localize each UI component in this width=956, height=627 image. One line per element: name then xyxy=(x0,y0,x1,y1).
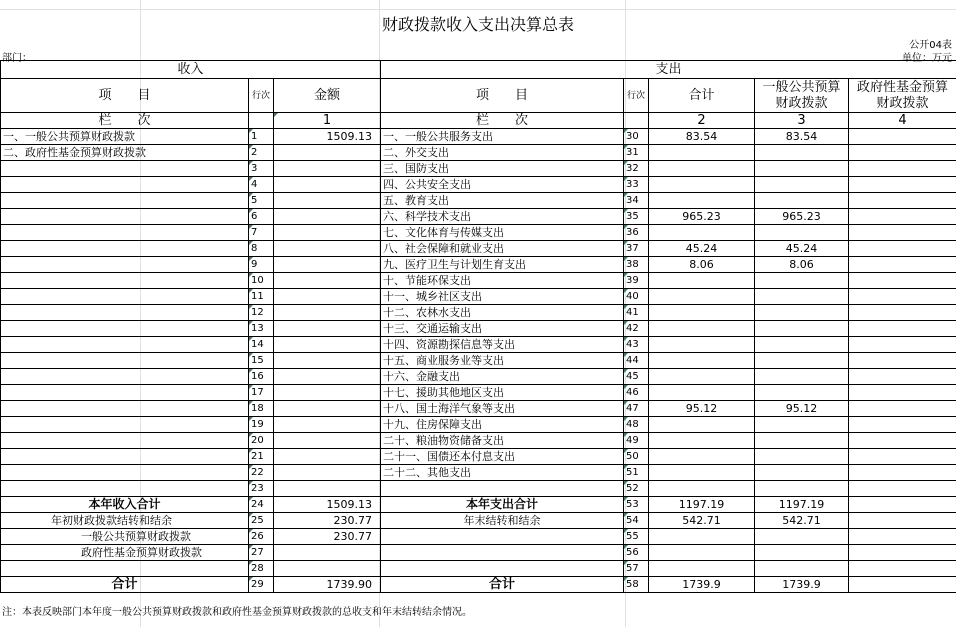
expense-total: 83.54 xyxy=(649,129,755,145)
income-item xyxy=(1,433,249,449)
col-index-2: 2 xyxy=(649,113,755,129)
expense-general xyxy=(755,433,849,449)
expense-total xyxy=(649,465,755,481)
income-item xyxy=(1,417,249,433)
expense-total xyxy=(649,145,755,161)
line-number: 53 xyxy=(624,497,649,513)
line-number: 31 xyxy=(624,145,649,161)
income-amount xyxy=(274,433,381,449)
general-budget-carry-row xyxy=(1,529,956,545)
expense-item: 七、文化体育与传媒支出 xyxy=(381,225,624,241)
income-amount xyxy=(274,289,381,305)
line-number: 24 xyxy=(249,497,274,513)
table-row xyxy=(1,321,956,337)
income-item xyxy=(1,273,249,289)
income-item xyxy=(1,193,249,209)
table-row xyxy=(1,257,956,273)
carryover-in-label: 年初财政拨款结转和结余 xyxy=(1,513,249,529)
income-amount xyxy=(274,353,381,369)
line-number: 13 xyxy=(249,321,274,337)
expense-total xyxy=(649,385,755,401)
income-amount xyxy=(274,449,381,465)
expense-general xyxy=(755,193,849,209)
expense-total xyxy=(649,337,755,353)
expense-general xyxy=(755,273,849,289)
income-amount xyxy=(274,161,381,177)
line-number: 3 xyxy=(249,161,274,177)
gridline xyxy=(0,9,956,10)
table-row xyxy=(1,449,956,465)
line-number: 34 xyxy=(624,193,649,209)
expense-fund xyxy=(849,465,956,481)
line-number: 48 xyxy=(624,417,649,433)
expense-item: 九、医疗卫生与计划生育支出 xyxy=(381,257,624,273)
line-number: 58 xyxy=(624,577,649,593)
gov-fund-header: 政府性基金预算财政拨款 xyxy=(849,79,956,113)
income-amount xyxy=(274,465,381,481)
line-number: 37 xyxy=(624,241,649,257)
expense-item: 十五、商业服务业等支出 xyxy=(381,353,624,369)
income-item xyxy=(1,369,249,385)
expense-fund xyxy=(849,129,956,145)
expense-total xyxy=(649,449,755,465)
carryover-out-label: 年末结转和结余 xyxy=(381,513,624,529)
expense-total xyxy=(649,481,755,497)
grand-total-label-expense: 合计 xyxy=(381,577,624,593)
expense-general xyxy=(755,145,849,161)
expense-fund xyxy=(849,449,956,465)
table-row xyxy=(1,353,956,369)
expense-general xyxy=(755,369,849,385)
expense-general xyxy=(755,177,849,193)
expense-general xyxy=(755,289,849,305)
income-amount xyxy=(274,193,381,209)
line-number: 18 xyxy=(249,401,274,417)
expense-general xyxy=(755,305,849,321)
line-number: 49 xyxy=(624,433,649,449)
expense-total: 965.23 xyxy=(649,209,755,225)
table-row xyxy=(1,193,956,209)
table-row xyxy=(1,337,956,353)
expense-item: 十七、援助其他地区支出 xyxy=(381,385,624,401)
income-item xyxy=(1,481,249,497)
expense-general xyxy=(755,449,849,465)
header-row-2 xyxy=(1,79,956,113)
blank-row xyxy=(1,561,956,577)
line-number: 50 xyxy=(624,449,649,465)
line-number: 41 xyxy=(624,305,649,321)
expense-total xyxy=(649,353,755,369)
grand-total-expense-general: 1739.9 xyxy=(755,577,849,593)
line-number: 29 xyxy=(249,577,274,593)
line-number: 7 xyxy=(249,225,274,241)
expense-general: 965.23 xyxy=(755,209,849,225)
header-row-3 xyxy=(1,113,956,129)
line-number: 43 xyxy=(624,337,649,353)
expense-fund xyxy=(849,161,956,177)
expense-item: 二十、粮油物资储备支出 xyxy=(381,433,624,449)
line-number: 28 xyxy=(249,561,274,577)
expense-fund xyxy=(849,385,956,401)
expense-item: 八、社会保障和就业支出 xyxy=(381,241,624,257)
line-number: 11 xyxy=(249,289,274,305)
line-number: 54 xyxy=(624,513,649,529)
line-number: 2 xyxy=(249,145,274,161)
income-amount xyxy=(274,385,381,401)
expense-total xyxy=(649,177,755,193)
income-header: 收入 xyxy=(1,61,381,79)
expense-item: 三、国防支出 xyxy=(381,161,624,177)
expense-total: 45.24 xyxy=(649,241,755,257)
table-row xyxy=(1,433,956,449)
line-number: 51 xyxy=(624,465,649,481)
line-number: 23 xyxy=(249,481,274,497)
expense-item: 十四、资源勘探信息等支出 xyxy=(381,337,624,353)
line-number: 32 xyxy=(624,161,649,177)
expense-fund xyxy=(849,273,956,289)
expense-general xyxy=(755,385,849,401)
income-item xyxy=(1,321,249,337)
expense-total xyxy=(649,417,755,433)
expense-fund xyxy=(849,145,956,161)
income-amount xyxy=(274,177,381,193)
expense-item: 十、节能环保支出 xyxy=(381,273,624,289)
expense-item: 十二、农林水支出 xyxy=(381,305,624,321)
unit-label: 单位：万元 xyxy=(902,53,952,64)
line-number: 36 xyxy=(624,225,649,241)
expense-general xyxy=(755,465,849,481)
line-number: 21 xyxy=(249,449,274,465)
expense-fund xyxy=(849,241,956,257)
line-number: 27 xyxy=(249,545,274,561)
expense-fund xyxy=(849,225,956,241)
expense-header: 支出 xyxy=(381,61,956,79)
expense-total xyxy=(649,289,755,305)
expense-total xyxy=(649,305,755,321)
expense-fund xyxy=(849,305,956,321)
line-number: 56 xyxy=(624,545,649,561)
line-number: 10 xyxy=(249,273,274,289)
line-number: 46 xyxy=(624,385,649,401)
expense-total xyxy=(649,193,755,209)
line-number: 44 xyxy=(624,353,649,369)
line-number: 15 xyxy=(249,353,274,369)
line-number: 19 xyxy=(249,417,274,433)
carryover-out-general: 542.71 xyxy=(755,513,849,529)
expense-general xyxy=(755,321,849,337)
table-row xyxy=(1,385,956,401)
income-item xyxy=(1,465,249,481)
expense-general: 83.54 xyxy=(755,129,849,145)
budget-table xyxy=(0,60,956,593)
grand-total-expense: 1739.9 xyxy=(649,577,755,593)
line-number: 26 xyxy=(249,529,274,545)
expense-fund xyxy=(849,177,956,193)
expense-total xyxy=(649,225,755,241)
line-number: 4 xyxy=(249,177,274,193)
expense-general xyxy=(755,161,849,177)
line-number: 5 xyxy=(249,193,274,209)
table-row xyxy=(1,273,956,289)
line-number: 8 xyxy=(249,241,274,257)
income-item xyxy=(1,353,249,369)
expense-item: 一、一般公共服务支出 xyxy=(381,129,624,145)
table-row xyxy=(1,465,956,481)
expense-item: 十六、金融支出 xyxy=(381,369,624,385)
grand-total-row xyxy=(1,577,956,593)
income-amount xyxy=(274,417,381,433)
line-number: 1 xyxy=(249,129,274,145)
line-number: 12 xyxy=(249,305,274,321)
expense-fund xyxy=(849,401,956,417)
expense-general xyxy=(755,353,849,369)
line-number: 40 xyxy=(624,289,649,305)
header-row-1 xyxy=(1,61,956,79)
grand-total-label-income: 合计 xyxy=(1,577,249,593)
table-row xyxy=(1,161,956,177)
line-number: 45 xyxy=(624,369,649,385)
income-amount xyxy=(274,257,381,273)
footnote: 注：本表反映部门本年度一般公共预算财政拨款和政府性基金预算财政拨款的总收支和年末结转结余情况。 xyxy=(2,607,472,618)
income-lineno-header: 行次 xyxy=(249,79,274,113)
general-budget-header: 一般公共预算财政拨款 xyxy=(755,79,849,113)
income-item xyxy=(1,449,249,465)
income-total-label: 本年收入合计 xyxy=(1,497,249,513)
expense-total-label: 本年支出合计 xyxy=(381,497,624,513)
total-header: 合计 xyxy=(649,79,755,113)
line-number: 30 xyxy=(624,129,649,145)
income-item: 二、政府性基金预算财政拨款 xyxy=(1,145,249,161)
gov-fund-carry-label: 政府性基金预算财政拨款 xyxy=(1,545,249,561)
income-item-header: 项 目 xyxy=(1,79,249,113)
line-number: 57 xyxy=(624,561,649,577)
income-item xyxy=(1,257,249,273)
grand-total-income: 1739.90 xyxy=(274,577,381,593)
table-row xyxy=(1,209,956,225)
income-amount xyxy=(274,401,381,417)
expense-item xyxy=(381,481,624,497)
expense-fund xyxy=(849,337,956,353)
expense-general: 45.24 xyxy=(755,241,849,257)
carryover-in-amount: 230.77 xyxy=(274,513,381,529)
expense-general xyxy=(755,225,849,241)
expense-item: 十八、国土海洋气象等支出 xyxy=(381,401,624,417)
expense-item: 四、公共安全支出 xyxy=(381,177,624,193)
expense-total xyxy=(649,273,755,289)
expense-total: 95.12 xyxy=(649,401,755,417)
income-item xyxy=(1,241,249,257)
line-number: 17 xyxy=(249,385,274,401)
gov-fund-carry-row xyxy=(1,545,956,561)
line-number: 35 xyxy=(624,209,649,225)
expense-general xyxy=(755,337,849,353)
form-code: 公开04表 xyxy=(909,40,952,51)
income-item xyxy=(1,177,249,193)
column-label: 栏 次 xyxy=(381,113,624,129)
carryover-out-total: 542.71 xyxy=(649,513,755,529)
table-row xyxy=(1,305,956,321)
general-budget-carry-amount: 230.77 xyxy=(274,529,381,545)
expense-fund xyxy=(849,321,956,337)
amount-header: 金额 xyxy=(274,79,381,113)
expense-total xyxy=(649,321,755,337)
income-expense-total-row xyxy=(1,497,956,513)
col-index-1: 1 xyxy=(274,113,381,129)
line-number: 22 xyxy=(249,465,274,481)
table-row xyxy=(1,129,956,145)
expense-fund xyxy=(849,433,956,449)
income-amount xyxy=(274,145,381,161)
expense-lineno-header: 行次 xyxy=(624,79,649,113)
table-row xyxy=(1,225,956,241)
expense-fund xyxy=(849,353,956,369)
expense-item: 十一、城乡社区支出 xyxy=(381,289,624,305)
expense-total: 1197.19 xyxy=(649,497,755,513)
table-row xyxy=(1,145,956,161)
expense-item: 十九、住房保障支出 xyxy=(381,417,624,433)
expense-fund xyxy=(849,193,956,209)
expense-item: 六、科学技术支出 xyxy=(381,209,624,225)
table-row xyxy=(1,241,956,257)
expense-total: 8.06 xyxy=(649,257,755,273)
expense-fund xyxy=(849,289,956,305)
table-row xyxy=(1,401,956,417)
expense-general: 95.12 xyxy=(755,401,849,417)
expense-item: 二十二、其他支出 xyxy=(381,465,624,481)
expense-item: 二十一、国债还本付息支出 xyxy=(381,449,624,465)
expense-total-general: 1197.19 xyxy=(755,497,849,513)
col-index-3: 3 xyxy=(755,113,849,129)
table-row xyxy=(1,369,956,385)
table-row xyxy=(1,417,956,433)
line-number: 9 xyxy=(249,257,274,273)
expense-fund xyxy=(849,369,956,385)
income-item xyxy=(1,289,249,305)
general-budget-carry-label: 一般公共预算财政拨款 xyxy=(1,529,249,545)
col-index-4: 4 xyxy=(849,113,956,129)
income-item xyxy=(1,385,249,401)
income-amount xyxy=(274,225,381,241)
page-title: 财政拨款收入支出决算总表 xyxy=(381,15,574,34)
income-item: 一、一般公共预算财政拨款 xyxy=(1,129,249,145)
line-number: 38 xyxy=(624,257,649,273)
line-number: 47 xyxy=(624,401,649,417)
expense-item-header: 项 目 xyxy=(381,79,624,113)
expense-fund xyxy=(849,209,956,225)
table-row xyxy=(1,481,956,497)
expense-general: 8.06 xyxy=(755,257,849,273)
income-item xyxy=(1,225,249,241)
income-item xyxy=(1,401,249,417)
expense-total xyxy=(649,369,755,385)
line-number: 33 xyxy=(624,177,649,193)
carryover-row xyxy=(1,513,956,529)
income-item xyxy=(1,337,249,353)
expense-fund xyxy=(849,257,956,273)
expense-fund xyxy=(849,417,956,433)
expense-total xyxy=(649,161,755,177)
line-number: 20 xyxy=(249,433,274,449)
expense-item: 五、教育支出 xyxy=(381,193,624,209)
line-number: 25 xyxy=(249,513,274,529)
expense-item: 十三、交通运输支出 xyxy=(381,321,624,337)
income-amount: 1509.13 xyxy=(274,129,381,145)
income-amount xyxy=(274,321,381,337)
table-row xyxy=(1,289,956,305)
income-amount xyxy=(274,369,381,385)
line-number: 39 xyxy=(624,273,649,289)
line-number: 42 xyxy=(624,321,649,337)
income-amount xyxy=(274,273,381,289)
line-number: 16 xyxy=(249,369,274,385)
line-number: 14 xyxy=(249,337,274,353)
expense-total xyxy=(649,433,755,449)
expense-fund xyxy=(849,481,956,497)
expense-general xyxy=(755,481,849,497)
income-amount xyxy=(274,337,381,353)
column-label: 栏 次 xyxy=(1,113,249,129)
expense-item: 二、外交支出 xyxy=(381,145,624,161)
line-number: 52 xyxy=(624,481,649,497)
income-item xyxy=(1,161,249,177)
table-row xyxy=(1,177,956,193)
income-item xyxy=(1,209,249,225)
line-number: 6 xyxy=(249,209,274,225)
income-amount xyxy=(274,209,381,225)
income-amount xyxy=(274,481,381,497)
income-item xyxy=(1,305,249,321)
expense-general xyxy=(755,417,849,433)
dept-label: 部门： xyxy=(2,53,32,64)
income-amount xyxy=(274,241,381,257)
income-total-amount: 1509.13 xyxy=(274,497,381,513)
line-number: 55 xyxy=(624,529,649,545)
income-amount xyxy=(274,305,381,321)
